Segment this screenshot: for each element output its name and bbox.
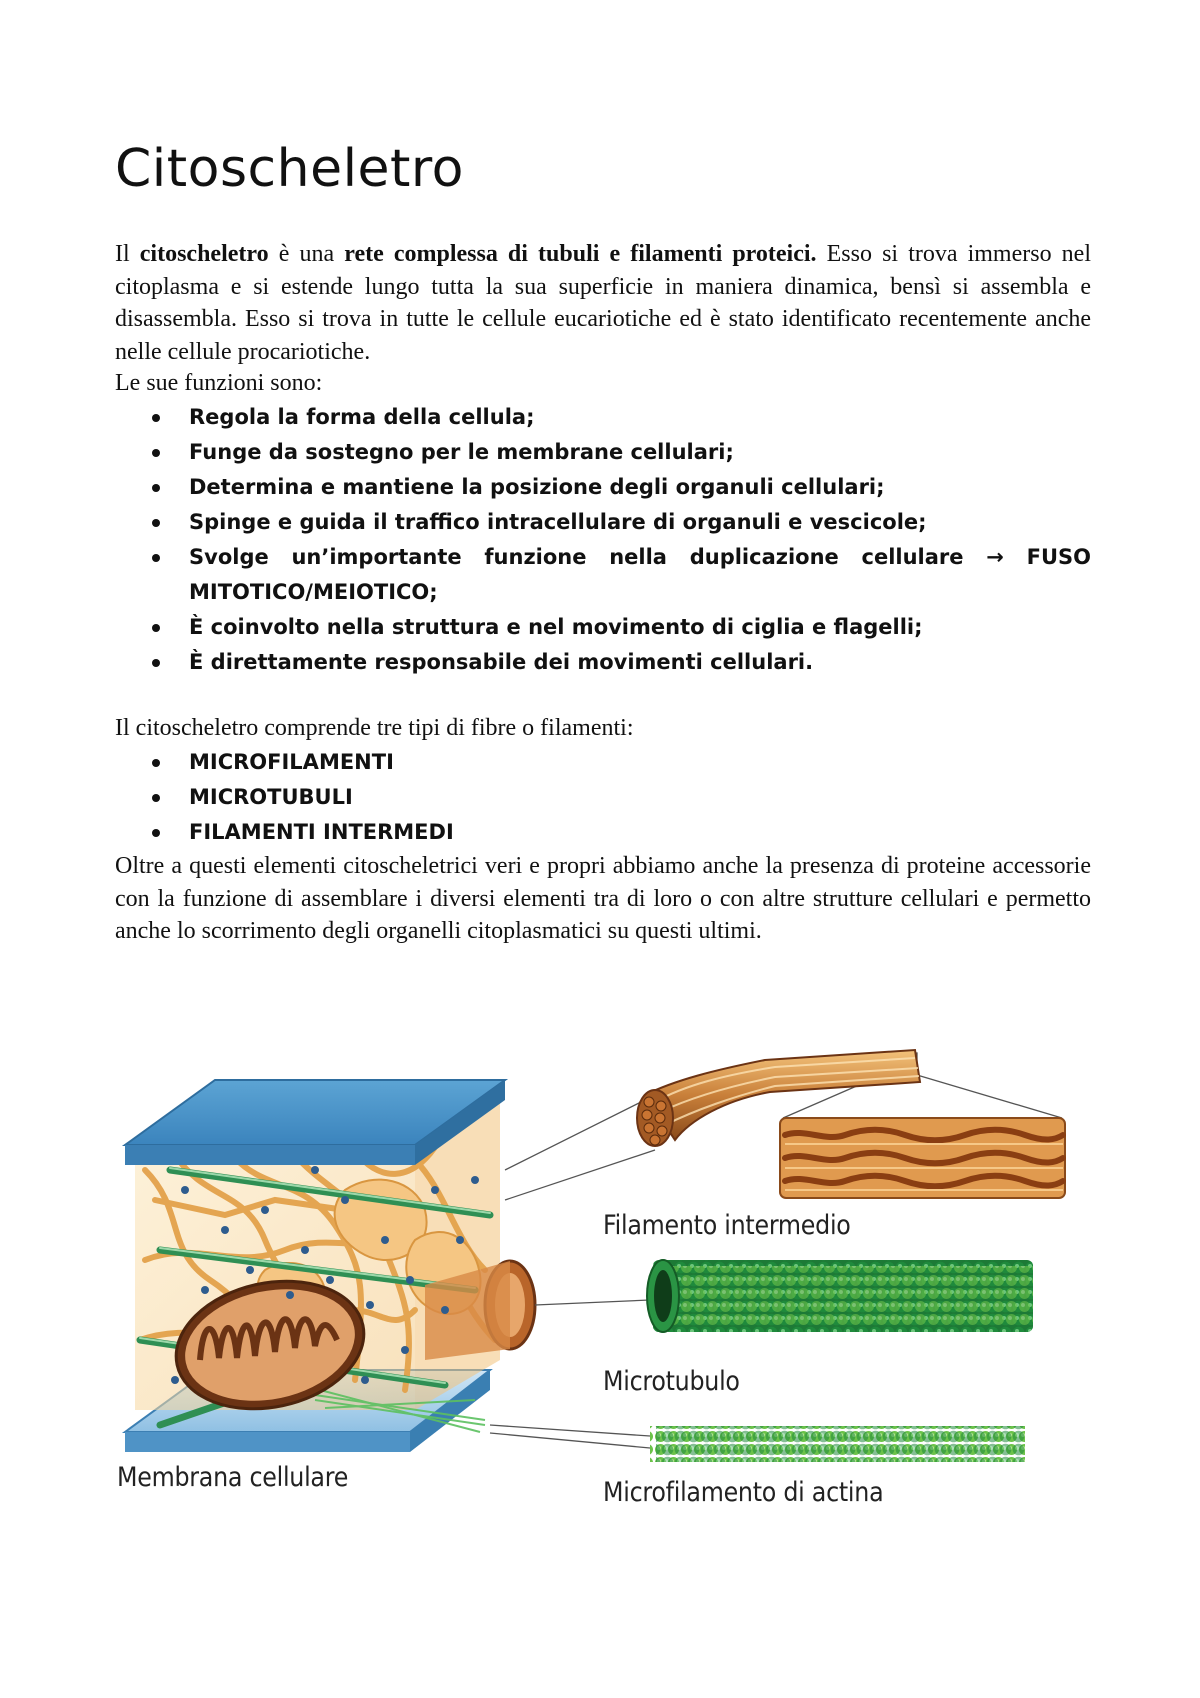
intermediate-filament bbox=[637, 1050, 1065, 1198]
list-item bbox=[115, 505, 1091, 540]
list-item bbox=[115, 470, 1091, 505]
list-item bbox=[115, 780, 1091, 815]
bullet-icon bbox=[152, 659, 160, 667]
actin-microfilament bbox=[650, 1426, 1025, 1462]
cytoskeleton-figure bbox=[115, 1040, 1070, 1525]
list-item bbox=[115, 645, 1091, 680]
outro-paragraph: Oltre a questi elementi citoscheletrici veri e propri abbiamo anche la presenza di proteine accessorie con la funzione di assemblare i diversi elementi tra di loro o con altre strutture cellulari e permetto anche lo scorrimento degli organelli citoplasmatici su questi ultimi. bbox=[115, 853, 1091, 944]
list-item bbox=[115, 435, 1091, 470]
bullet-icon bbox=[152, 759, 160, 767]
cell-block bbox=[125, 1080, 535, 1452]
label-cell-membrane: Membrana cellulare bbox=[117, 1462, 349, 1493]
microtubule bbox=[647, 1260, 1033, 1332]
types-label: Il citoscheletro comprende tre tipi di fibre o filamenti: bbox=[115, 715, 634, 741]
list-item-text: Svolge un’importante funzione nella duplicazione cellulare bbox=[189, 545, 964, 569]
intro-text-3: Esso si trova immerso nel citoplasma e si estende lungo tutta la sua superficie in maniera dinamica, bensì si assembla e disassembla. Esso si trova in tutte le cellule eucariotiche ed è stato identificato recentemente anche nelle cellule procariotiche. bbox=[115, 241, 1092, 365]
list-item-text: Funge da sostegno per le membrane cellulari; bbox=[189, 440, 734, 464]
list-item-text: Determina e mantiene la posizione degli organuli cellulari; bbox=[189, 475, 885, 499]
bullet-icon bbox=[152, 624, 160, 632]
list-item-text: FILAMENTI INTERMEDI bbox=[189, 820, 454, 844]
intro-text-1: Il bbox=[115, 241, 140, 267]
label-microtubule: Microtubulo bbox=[603, 1366, 740, 1397]
page-title: Citoscheletro bbox=[115, 139, 464, 199]
bullet-icon bbox=[152, 484, 160, 492]
types-list bbox=[115, 745, 1091, 850]
intro-paragraph bbox=[115, 238, 1091, 368]
list-item-text: Spinge e guida il traffico intracellulare di organuli e vescicole; bbox=[189, 510, 927, 534]
bullet-icon bbox=[152, 794, 160, 802]
intro-bold-1: citoscheletro bbox=[139, 241, 269, 267]
list-item bbox=[115, 815, 1091, 850]
bullet-icon bbox=[152, 449, 160, 457]
functions-list bbox=[115, 400, 1091, 680]
bullet-icon bbox=[152, 414, 160, 422]
intro-bold-2: rete complessa di tubuli e filamenti proteici. bbox=[344, 241, 817, 267]
bullet-icon bbox=[152, 554, 160, 562]
list-item-text: Regola la forma della cellula; bbox=[189, 405, 535, 429]
arrow-right-icon: → bbox=[986, 545, 1004, 569]
cytoskeleton-illustration bbox=[115, 1040, 1070, 1525]
list-item-text: È coinvolto nella struttura e nel movimento di ciglia e flagelli; bbox=[189, 615, 923, 639]
list-item bbox=[115, 745, 1091, 780]
list-item-text: MICROTUBULI bbox=[189, 785, 353, 809]
list-item-text-end: FUSO bbox=[1026, 545, 1092, 569]
list-item-text: MICROFILAMENTI bbox=[189, 750, 394, 774]
label-actin-microfilament: Microfilamento di actina bbox=[603, 1477, 884, 1508]
functions-label: Le sue funzioni sono: bbox=[115, 370, 323, 396]
bullet-icon bbox=[152, 519, 160, 527]
list-item-text: È direttamente responsabile dei movimenti cellulari. bbox=[189, 650, 814, 674]
list-item-continuation: MITOTICO/MEIOTICO; bbox=[189, 580, 438, 604]
callout-lines bbox=[490, 1053, 1062, 1448]
list-item bbox=[115, 610, 1091, 645]
list-item bbox=[115, 400, 1091, 435]
bullet-icon bbox=[152, 829, 160, 837]
intro-text-2: è una bbox=[268, 241, 345, 267]
label-intermediate-filament: Filamento intermedio bbox=[603, 1210, 851, 1241]
list-item bbox=[115, 540, 1091, 610]
